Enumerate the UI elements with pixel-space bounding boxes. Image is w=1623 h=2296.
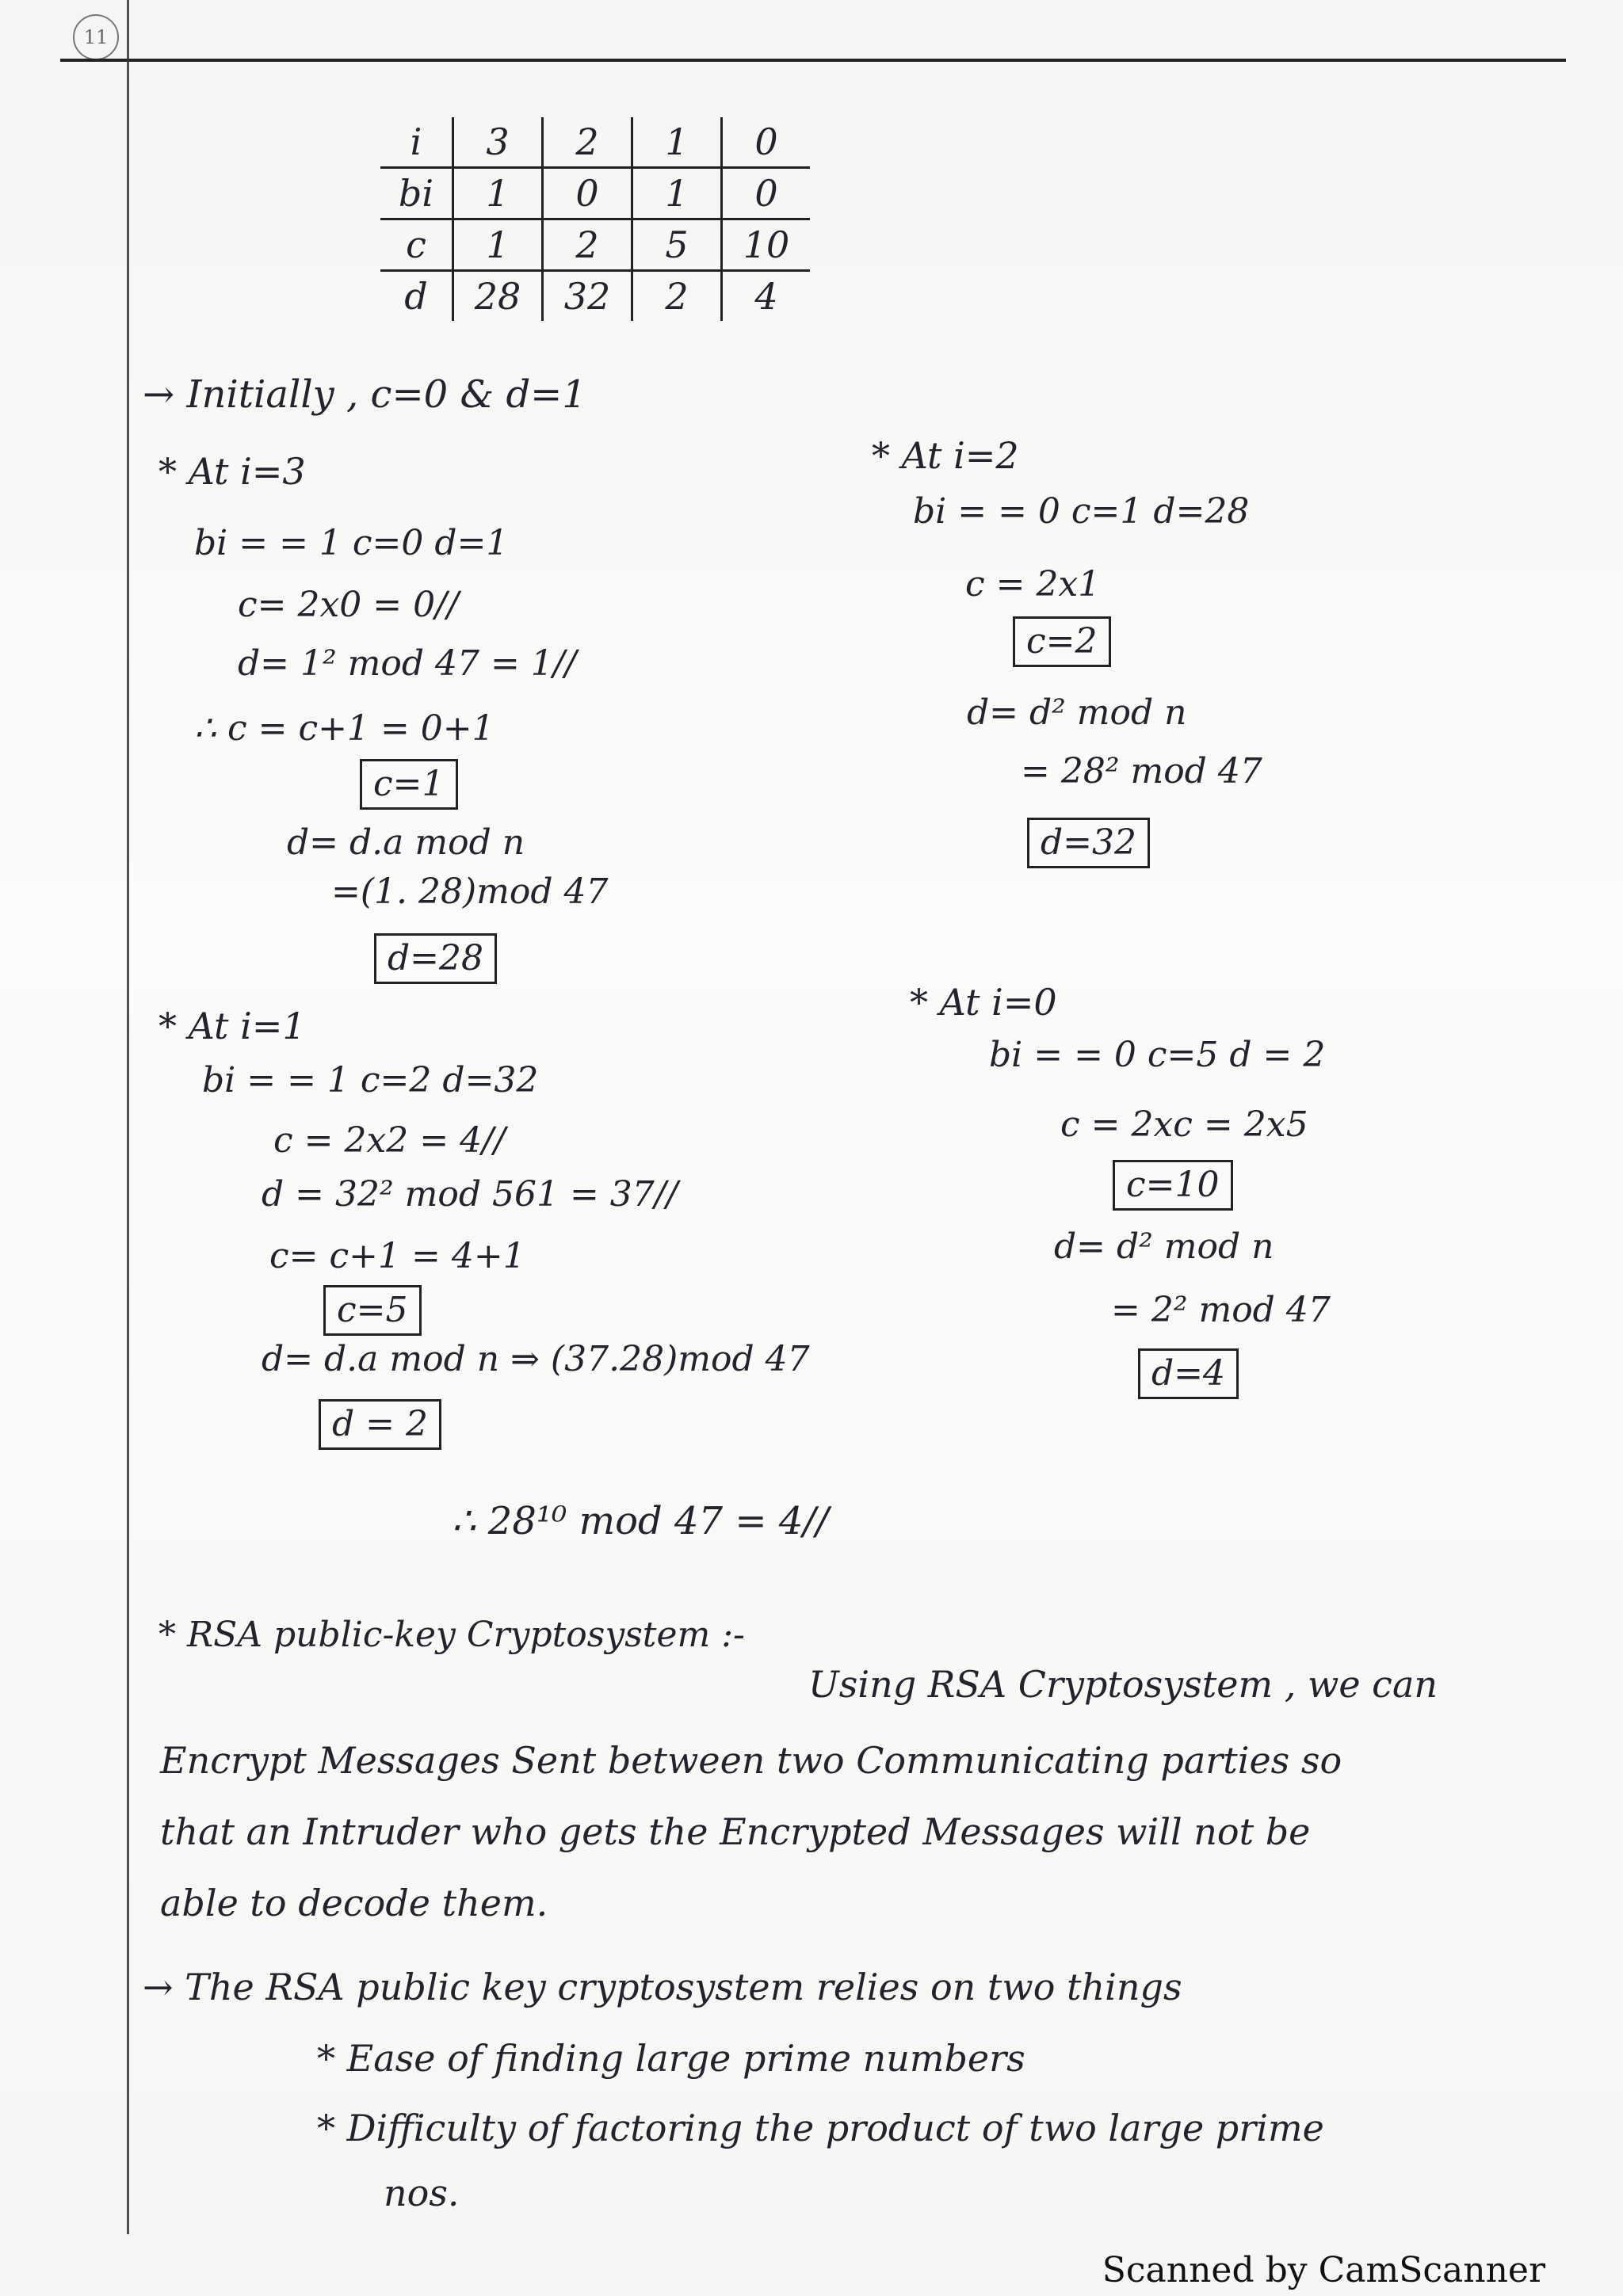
step-line: = 2² mod 47 <box>1111 1290 1331 1330</box>
table-cell: 2 <box>543 117 632 168</box>
step-line: bi = = 1 c=2 d=32 <box>202 1060 539 1100</box>
table-cell: 1 <box>453 219 543 271</box>
table-row <box>380 271 810 322</box>
table-cell: 28 <box>453 271 543 322</box>
table-cell: 32 <box>543 271 632 322</box>
rsa-heading: * RSA public-key Cryptosystem :- <box>158 1615 745 1655</box>
step-line: d= 1² mod 47 = 1// <box>238 643 577 684</box>
row-label: d <box>404 275 428 318</box>
result-box: d = 2 <box>319 1399 441 1450</box>
step-line: = 28² mod 47 <box>1021 751 1262 791</box>
initially-line: → Initially , c=0 & d=1 <box>143 372 586 417</box>
step-heading: * At i=1 <box>158 1005 306 1047</box>
table-cell: 0 <box>722 117 811 168</box>
result-box: c=1 <box>360 759 458 810</box>
table-cell: 0 <box>543 168 632 219</box>
step-line: c= 2x0 = 0// <box>238 585 459 625</box>
row-label: bi <box>380 168 453 219</box>
result-box: d=28 <box>374 933 497 984</box>
final-result: ∴ 28¹⁰ mod 47 = 4// <box>452 1499 829 1543</box>
row-label: i <box>380 117 453 168</box>
result-box: c=5 <box>323 1285 422 1336</box>
rsa-paragraph-line: Encrypt Messages Sent between two Communicating parties so <box>160 1739 1342 1782</box>
rsa-bullet: * Difficulty of factoring the product of two large prime <box>317 2107 1324 2149</box>
table-cell: 5 <box>632 219 722 271</box>
step-line: bi = = 0 c=1 d=28 <box>913 491 1250 532</box>
page-number: 11 <box>73 14 119 60</box>
rsa-paragraph-line: Using RSA Cryptosystem , we can <box>808 1663 1438 1706</box>
table-cell: 2 <box>632 271 722 322</box>
result-box: d=4 <box>1138 1348 1239 1399</box>
step-line: d= d² mod n <box>1054 1226 1274 1267</box>
top-rule <box>60 59 1566 62</box>
table-cell: 10 <box>722 219 811 271</box>
camscanner-footer: Scanned by CamScanner <box>1102 2250 1545 2290</box>
table-cell: 1 <box>632 117 722 168</box>
rsa-bullet: * Ease of finding large prime numbers <box>317 2037 1025 2080</box>
table-cell: 2 <box>543 219 632 271</box>
rsa-bullet-cont: nos. <box>384 2172 460 2214</box>
table-cell: 1 <box>632 168 722 219</box>
step-line: c = 2x2 = 4// <box>273 1120 506 1161</box>
step-line: ∴ c = c+1 = 0+1 <box>194 708 495 749</box>
step-line: bi = = 1 c=0 d=1 <box>194 523 509 563</box>
step-line: c = 2x1 <box>965 564 1101 605</box>
step-line: c= c+1 = 4+1 <box>269 1236 525 1276</box>
step-line: bi = = 0 c=5 d = 2 <box>989 1035 1326 1075</box>
rsa-paragraph-line: able to decode them. <box>160 1882 548 1924</box>
table-cell: 3 <box>453 117 543 168</box>
step-line: d= d² mod n <box>967 692 1187 733</box>
step-line: =(1. 28)mod 47 <box>331 871 609 912</box>
step-line: d = 32² mod 561 = 37// <box>262 1174 678 1215</box>
step-heading: * At i=0 <box>910 981 1057 1024</box>
row-label: c <box>380 219 453 271</box>
rsa-paragraph-line: that an Intruder who gets the Encrypted Messages will not be <box>160 1810 1311 1853</box>
table-row <box>380 219 810 271</box>
step-heading: * At i=2 <box>872 434 1019 477</box>
table-row <box>380 168 810 219</box>
margin-line <box>127 0 129 2234</box>
table-cell: 1 <box>453 168 543 219</box>
step-heading: * At i=3 <box>158 450 306 493</box>
result-box: c=2 <box>1013 616 1111 667</box>
table-cell: 0 <box>722 168 811 219</box>
step-line: d= d.a mod n ⇒ (37.28)mod 47 <box>262 1339 810 1379</box>
step-line: d= d.a mod n <box>287 822 525 863</box>
result-box: c=10 <box>1113 1160 1233 1211</box>
table-cell: 4 <box>722 271 811 322</box>
step-line: c = 2xc = 2x5 <box>1060 1104 1308 1145</box>
rsa-arrow-line: → The RSA public key cryptosystem relies on two things <box>143 1966 1182 2008</box>
binary-table <box>380 117 810 321</box>
table-row <box>380 117 810 168</box>
result-box: d=32 <box>1027 818 1150 868</box>
